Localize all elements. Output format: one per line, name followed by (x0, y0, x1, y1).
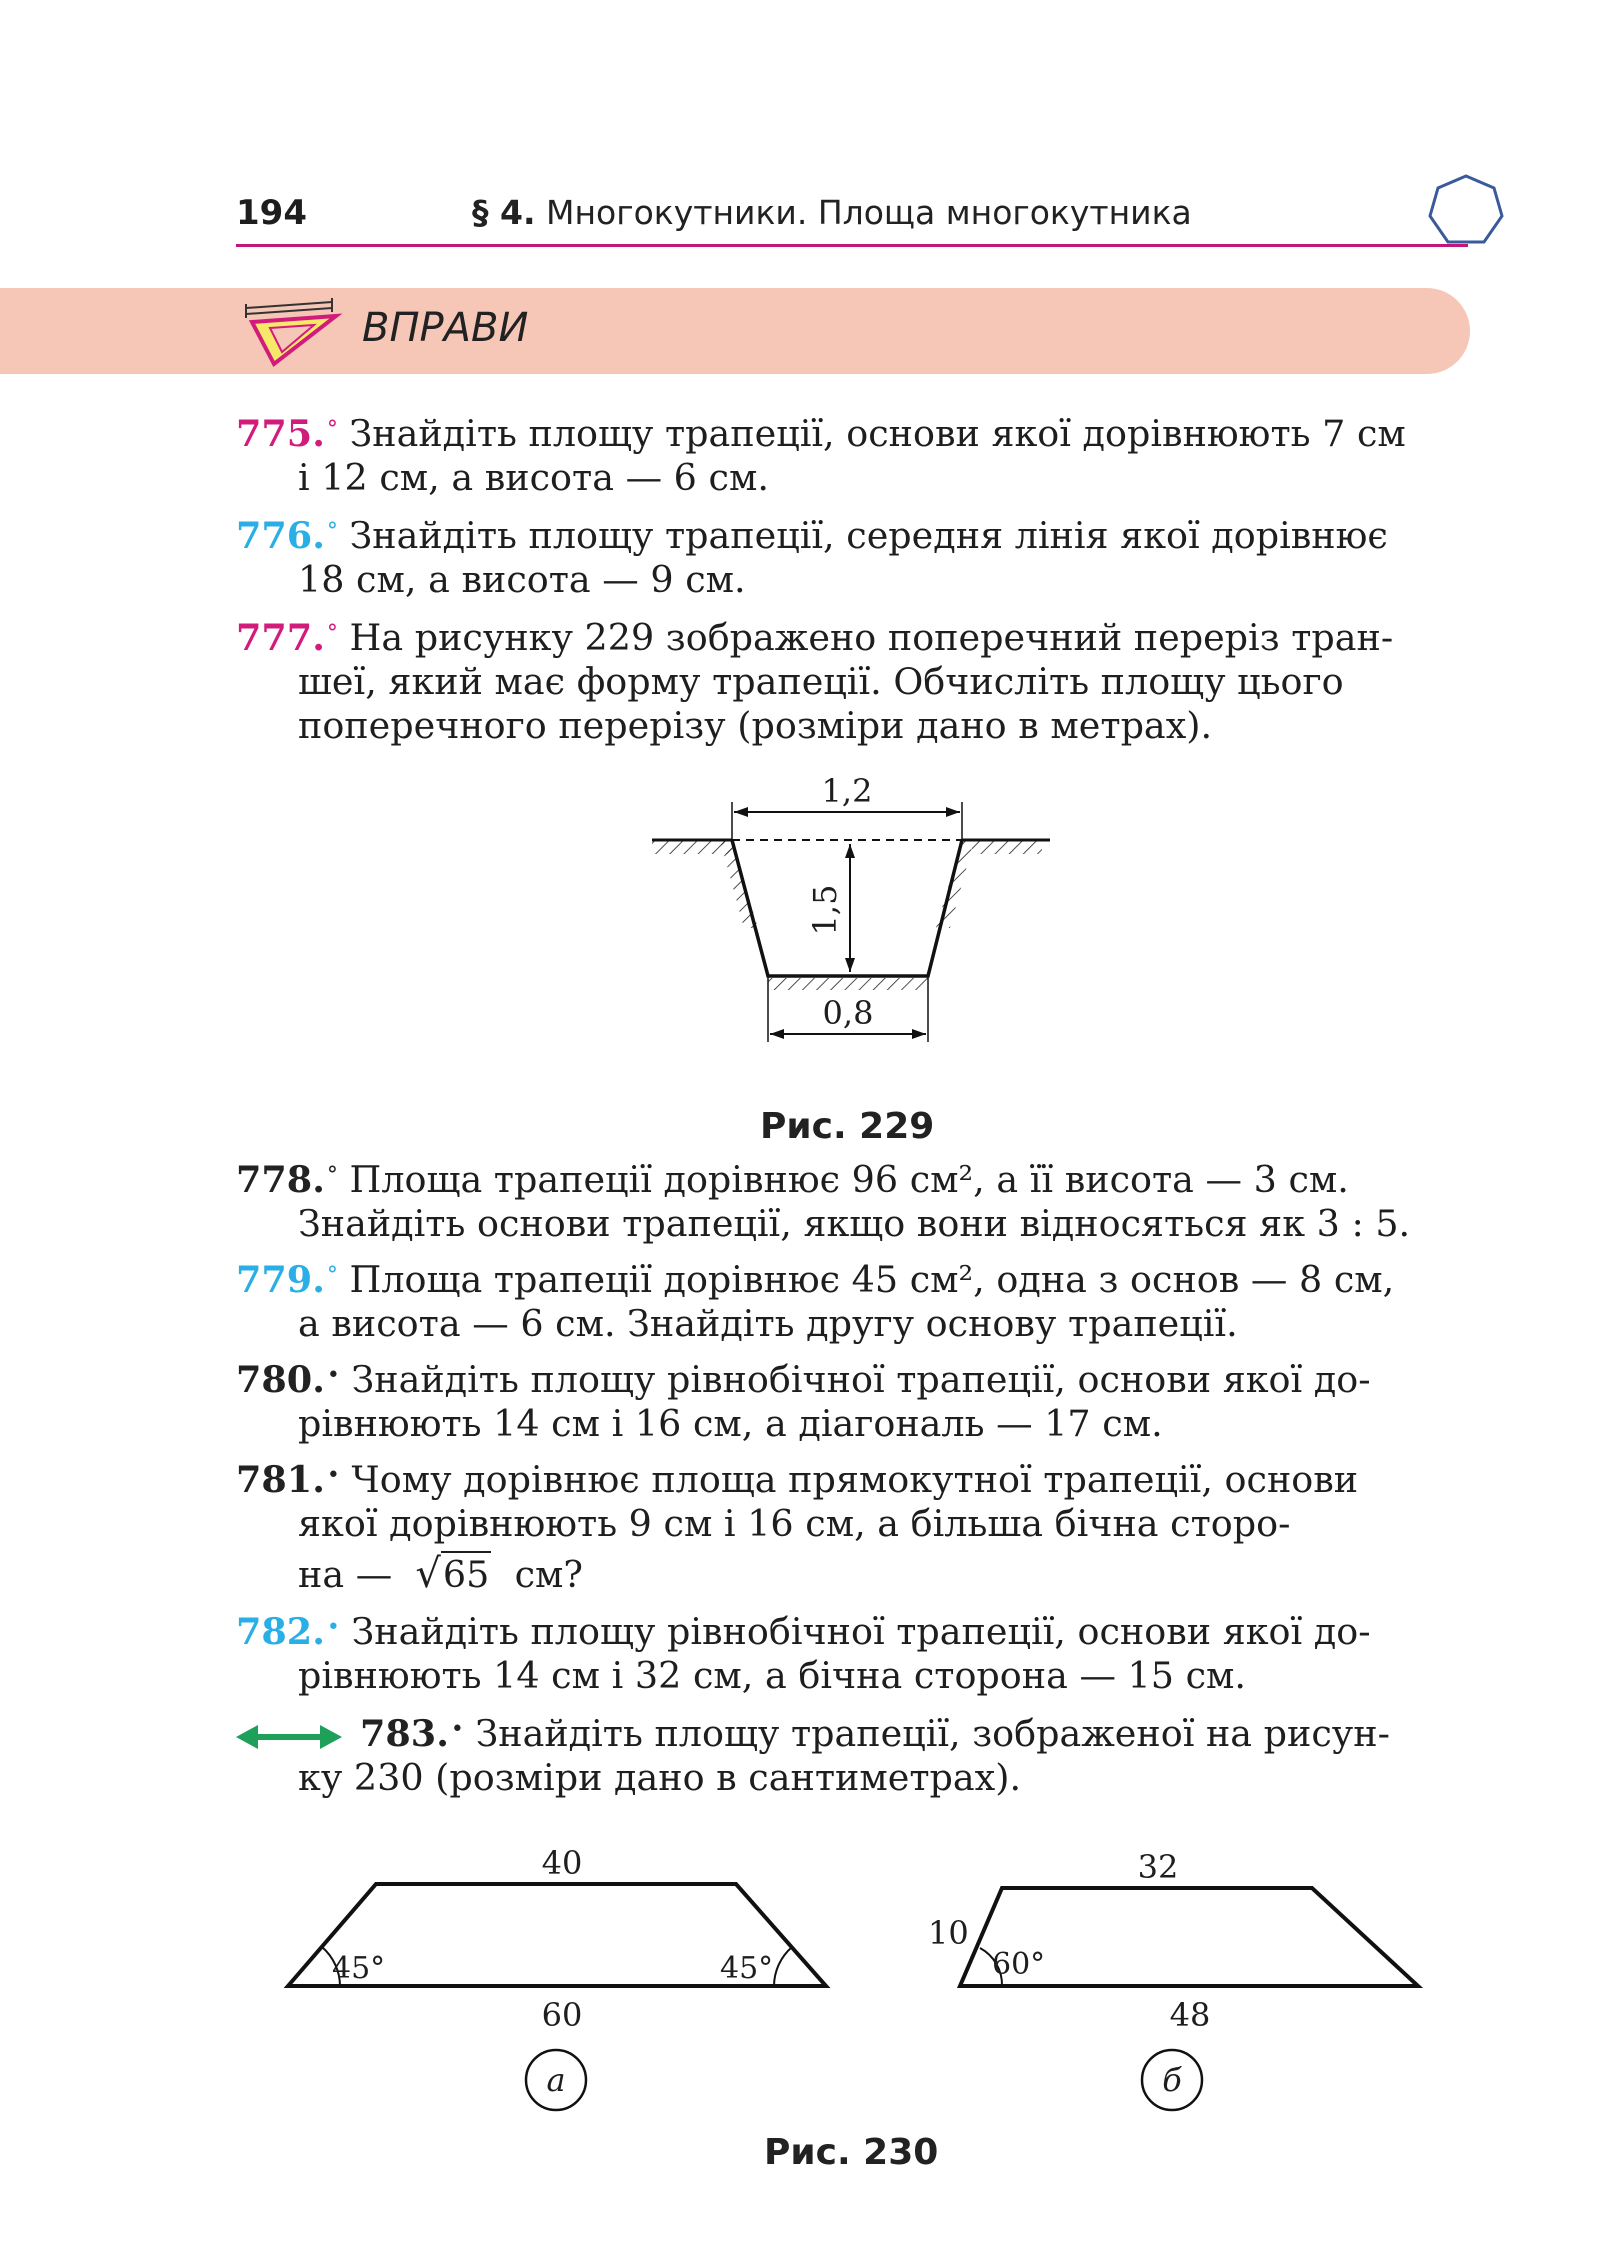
difficulty-marker: ° (326, 417, 338, 442)
exercise-text: на — (298, 1553, 393, 1596)
exercise-text: Знайдіть основи трапеції, якщо вони відносяться як 3 : 5. (298, 1202, 1411, 1245)
exercise-text: а висота — 6 см. Знайдіть другу основу трапеції. (298, 1302, 1238, 1345)
side-label: 10 (928, 1914, 969, 1952)
exercise-number: 777. (236, 616, 325, 659)
exercise-number: 775. (236, 412, 325, 455)
exercise-776 (236, 514, 1466, 602)
exercise-text: Знайдіть площу трапеції, зображеної на рисун- (475, 1712, 1390, 1755)
exercise-text: рівнюють 14 см і 16 см, а діагональ — 17 см. (298, 1402, 1163, 1445)
figure-230-a (270, 1840, 850, 2120)
exercise-text: поперечного перерізу (розміри дано в метрах). (298, 704, 1213, 747)
section-mark: § 4. (472, 193, 536, 232)
figure-tag-a: а (546, 2061, 566, 2099)
section-title (472, 193, 1192, 232)
exercise-number: 783. (360, 1712, 449, 1755)
top-label: 40 (541, 1844, 583, 1882)
top-label: 32 (1137, 1848, 1179, 1886)
difficulty-marker: ° (326, 1163, 338, 1188)
difficulty-marker: • (326, 1615, 340, 1640)
exercise-text: На рисунку 229 зображено поперечний переріз тран- (349, 616, 1394, 659)
exercise-text: шеї, який має форму трапеції. Обчисліть площу цього (298, 660, 1344, 703)
difficulty-marker: ° (326, 1263, 338, 1288)
exercise-775 (236, 412, 1466, 500)
exercise-text: Знайдіть площу рівнобічної трапеції, основи якої до- (351, 1358, 1371, 1401)
difficulty-marker: • (326, 1463, 340, 1488)
top-width-label: 1,2 (821, 772, 873, 810)
difficulty-marker: ° (326, 621, 338, 646)
exercise-783 (236, 1712, 1466, 1800)
header-rule (236, 244, 1468, 247)
exercise-number: 782. (236, 1610, 325, 1653)
exercise-text: і 12 см, а висота — 6 см. (298, 456, 769, 499)
exercise-782 (236, 1610, 1466, 1698)
height-label: 1,5 (806, 884, 844, 936)
exercise-text: Знайдіть площу рівнобічної трапеції, основи якої до- (351, 1610, 1371, 1653)
exercise-text: Знайдіть площу трапеції, середня лінія якої дорівнює (349, 514, 1388, 557)
page-number: 194 (236, 193, 307, 233)
difficulty-marker: • (450, 1717, 464, 1742)
exercise-number: 781. (236, 1458, 325, 1501)
figure-tag-b: б (1162, 2061, 1182, 2099)
figure-230-b (920, 1840, 1440, 2120)
exercises-band (0, 288, 1470, 374)
figure-229-caption: Рис. 229 (760, 1106, 935, 1147)
exercise-780 (236, 1358, 1466, 1446)
exercise-number: 776. (236, 514, 325, 557)
bottom-label: 60 (541, 1996, 583, 2034)
figure-229 (640, 770, 1060, 1050)
right-angle-label: 45° (720, 1951, 774, 1986)
section-title-text: Многокутники. Площа многокутника (546, 193, 1192, 232)
difficulty-marker: • (326, 1363, 340, 1388)
exercise-778 (236, 1158, 1466, 1246)
exercise-number: 778. (236, 1158, 325, 1201)
exercise-text: Площа трапеції дорівнює 45 см², одна з основ — 8 см, (349, 1258, 1395, 1301)
sqrt-value: 65 (442, 1553, 490, 1596)
exercise-777 (236, 616, 1466, 748)
difficulty-marker: ° (326, 519, 338, 544)
heptagon-icon (1422, 170, 1510, 256)
exercise-number: 780. (236, 1358, 325, 1401)
exercise-779 (236, 1258, 1466, 1346)
exercise-text: Чому дорівнює площа прямокутної трапеції, основи (351, 1458, 1359, 1501)
ruler-triangle-icon (240, 292, 350, 372)
exercise-number: 779. (236, 1258, 325, 1301)
exercise-text: якої дорівнюють 9 см і 16 см, а більша бічна сторо- (298, 1502, 1291, 1545)
figure-230-caption: Рис. 230 (764, 2132, 939, 2173)
exercise-text: Площа трапеції дорівнює 96 см², а її висота — 3 см. (349, 1158, 1349, 1201)
exercises-heading: ВПРАВИ (362, 305, 529, 351)
exercise-text: ку 230 (розміри дано в сантиметрах). (298, 1756, 1022, 1799)
left-angle-label: 45° (332, 1951, 386, 1986)
angle-label: 60° (992, 1947, 1046, 1982)
exercise-text: 18 см, а висота — 9 см. (298, 558, 746, 601)
exercise-text: Знайдіть площу трапеції, основи якої дорівнюють 7 см (349, 412, 1406, 455)
bottom-width-label: 0,8 (822, 994, 874, 1032)
exercise-781 (236, 1458, 1466, 1597)
bottom-label: 48 (1169, 1996, 1211, 2034)
exercise-text: см? (514, 1553, 583, 1596)
sqrt-symbol: √ (415, 1551, 441, 1597)
exercise-text: рівнюють 14 см і 32 см, а бічна сторона — 15 см. (298, 1654, 1247, 1697)
